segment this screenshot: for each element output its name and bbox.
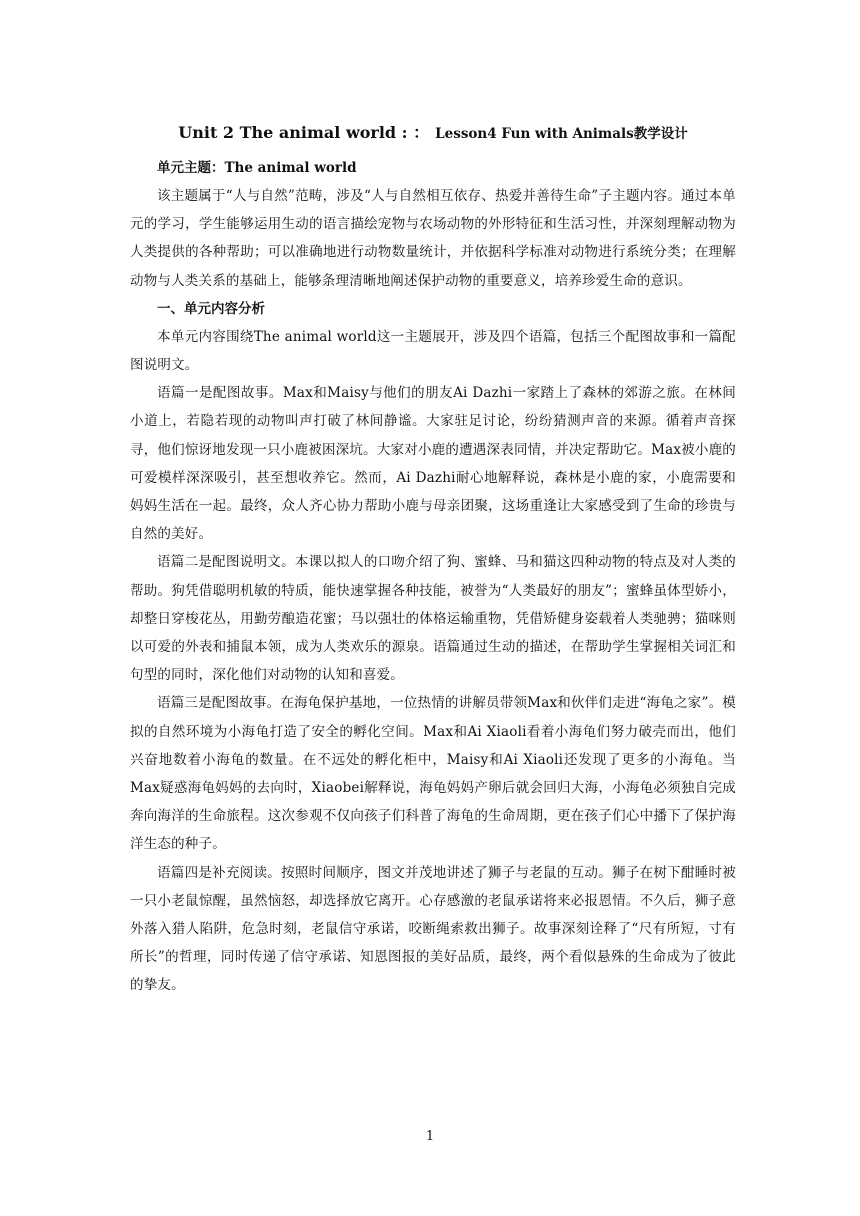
page-content — [130, 120, 736, 1000]
text3-paragraph: 语篇三是配图故事。在海龟保护基地，一位热情的讲解员带领Max和伙伴们走进“海龟之家”。模拟的自然环境为小海龟打造了安全的孵化空间。Max和Ai Xiaoli看着小海龟们努力破壳而出，他们兴奋地数着小海龟的数量。在不远处的孵化柜中，Maisy和Ai Xiaoli还发现了更多的小海龟。当Max疑惑海龟妈妈的去向时，Xiaobei解释说，海龟妈妈产卵后就会回归大海，小海龟必须独自完成奔向海洋的生命旅程。这次参观不仅向孩子们科普了海龟的生命周期，更在孩子们心中播下了保护海洋生态的种子。 — [130, 695, 736, 853]
intro-paragraph: 该主题属于“人与自然”范畴，涉及“人与自然相互依存、热爱并善待生命”子主题内容。通过本单元的学习，学生能够运用生动的语言描绘宠物与农场动物的外形特征和生活习性，并深刻理解动物为人类提供的各种帮助；可以准确地进行动物数量统计，并依据科学标准对动物进行系统分类；在理解动物与人类关系的基础上，能够条理清晰地阐述保护动物的重要意义，培养珍爱生命的意识。 — [130, 188, 736, 289]
text4-paragraph: 语篇四是补充阅读。按照时间顺序，图文并茂地讲述了狮子与老鼠的互动。狮子在树下酣睡时被一只小老鼠惊醒，虽然恼怒，却选择放它离开。心存感激的老鼠承诺将来必报恩情。不久后，狮子意外落入猎人陷阱，危急时刻，老鼠信守承诺，咬断绳索救出狮子。故事深刻诠释了“尺有所短，寸有所长”的哲理，同时传递了信守承诺、知恩图报的美好品质，最终，两个看似悬殊的生命成为了彼此的挚友。 — [130, 864, 736, 994]
section1-heading: 一、单元内容分析 — [157, 300, 265, 317]
title-main: Unit 2 The animal world : ： — [178, 123, 430, 142]
text1-paragraph: 语篇一是配图故事。Max和Maisy与他们的朋友Ai Dazhi一家踏上了森林的郊游之旅。在林间小道上，若隐若现的动物叫声打破了林间静谧。大家驻足讨论，纷纷猜测声音的来源。循着声音探寻，他们惊讶地发现一只小鹿被困深坑。大家对小鹿的遭遇深表同情，并决定帮助它。Max被小鹿的可爱模样深深吸引，甚至想收养它。然而，Ai Dazhi耐心地解释说，森林是小鹿的家，小鹿需要和妈妈生活在一起。最终，众人齐心协力帮助小鹿与母亲团聚，这场重逢让大家感受到了生命的珍贵与自然的美好。 — [130, 385, 736, 543]
title-sub: Lesson4 Fun with Animals教学设计 — [435, 126, 688, 142]
unit-theme-heading: 单元主题：The animal world — [157, 160, 357, 176]
section1-intro-paragraph: 本单元内容围绕The animal world这一主题展开，涉及四个语篇，包括三个配图故事和一篇配图说明文。 — [130, 328, 736, 374]
page-number: 1 — [425, 1129, 435, 1144]
text2-paragraph: 语篇二是配图说明文。本课以拟人的口吻介绍了狗、蜜蜂、马和猫这四种动物的特点及对人类的帮助。狗凭借聪明机敏的特质，能快速掌握各种技能，被誉为“人类最好的朋友”；蜜蜂虽体型娇小，却整日穿梭花丛，用勤劳酿造花蜜；马以强壮的体格运输重物，凭借矫健身姿载着人类驰骋；猫咪则以可爱的外表和捕鼠本领，成为人类欢乐的源泉。语篇通过生动的描述，在帮助学生掌握相关词汇和句型的同时，深化他们对动物的认知和喜爱。 — [130, 554, 736, 684]
document-title — [130, 120, 736, 143]
